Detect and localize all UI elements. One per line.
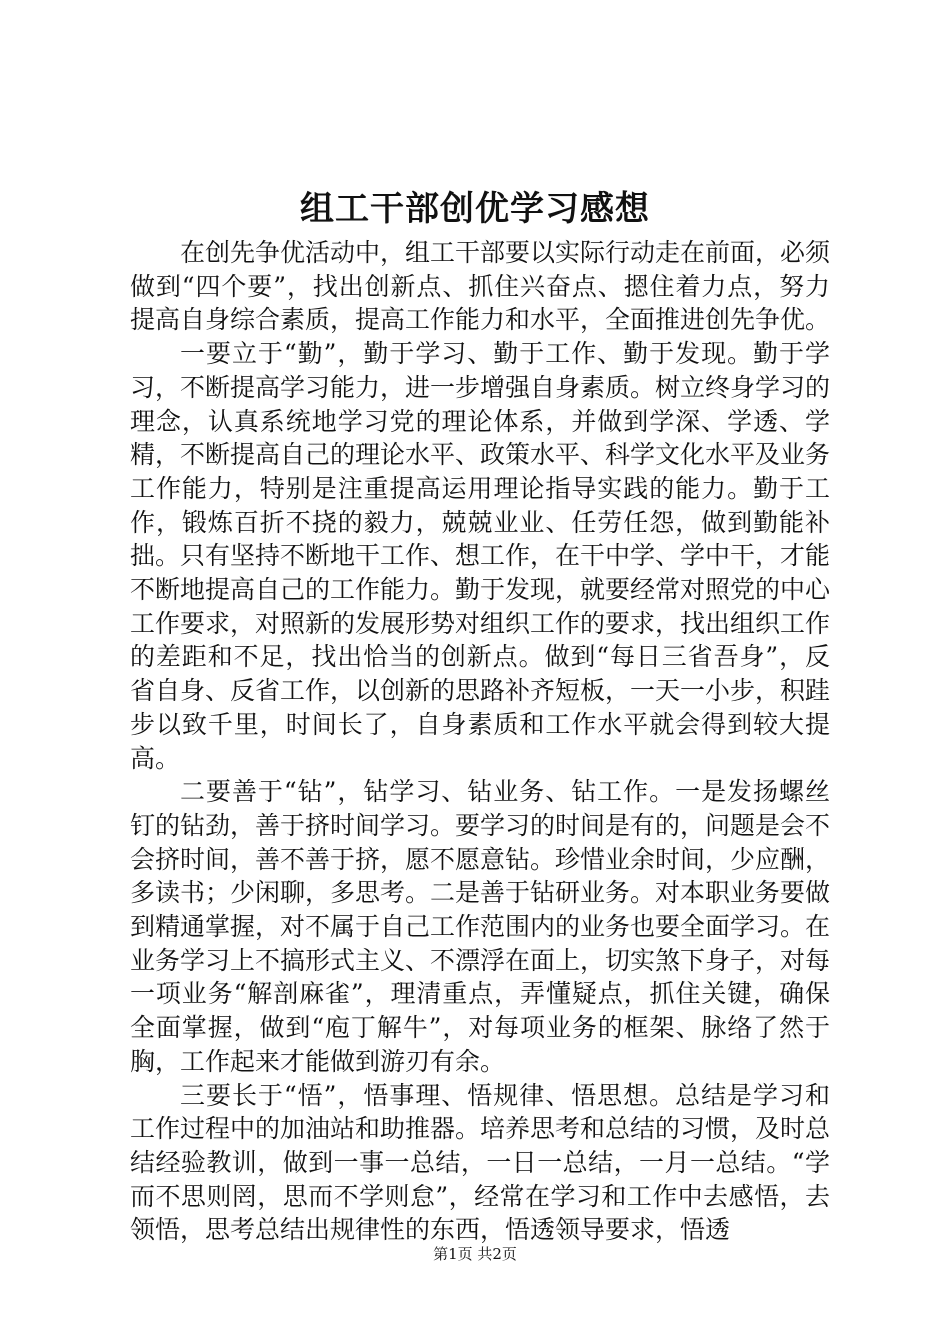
paragraph-wu: 三要长于“悟”，悟事理、悟规律、悟思想。总结是学习和工作过程中的加油站和助推器。培养思考和总结的习惯，及时总结经验教训，做到一事一总结，一日一总结，一月一总结。“学而不思则罔，思而不学则怠”，经常在学习和工作中去感悟，去领悟，思考总结出规律性的东西，悟透领导要求，悟透	[130, 1080, 831, 1245]
paragraph-qin: 一要立于“勤”，勤于学习、勤于工作、勤于发现。勤于学习，不断提高学习能力，进一步增强自身素质。树立终身学习的理念，认真系统地学习党的理论体系，并做到学深、学透、学精，不断提高自己的理论水平、政策水平、科学文化水平及业务工作能力，特别是注重提高运用理论指导实践的能力。勤于工作，锻炼百折不挠的毅力，兢兢业业、任劳任怨，做到勤能补拙。只有坚持不断地干工作、想工作，在干中学、学中干，才能不断地提高自己的工作能力。勤于发现，就要经常对照党的中心工作要求，对照新的发展形势对组织工作的要求，找出组织工作的差距和不足，找出恰当的创新点。做到“每日三省吾身”，反省自身、反省工作，以创新的思路补齐短板，一天一小步，积跬步以致千里，时间长了，自身素质和工作水平就会得到较大提高。	[130, 339, 831, 773]
page-footer: 第1页 共2页	[433, 1245, 517, 1263]
paragraph-intro: 在创先争优活动中，组工干部要以实际行动走在前面，必须做到“四个要”，找出创新点、抓住兴奋点、摁住着力点，努力提高自身综合素质，提高工作能力和水平，全面推进创先争优。	[130, 238, 831, 335]
document-body	[130, 236, 830, 1247]
paragraph-zuan: 二要善于“钻”，钻学习、钻业务、钻工作。一是发扬螺丝钉的钻劲，善于挤时间学习。要学习的时间是有的，问题是会不会挤时间，善不善于挤，愿不愿意钻。珍惜业余时间，少应酬，多读书；少闲聊，多思考。二是善于钻研业务。对本职业务要做到精通掌握，对不属于自己工作范围内的业务也要全面学习。在业务学习上不搞形式主义、不漂浮在面上，切实煞下身子，对每一项业务“解剖麻雀”，理清重点，弄懂疑点，抓住关键，确保全面掌握，做到“庖丁解牛”，对每项业务的框架、脉络了然于胸，工作起来才能做到游刃有余。	[130, 777, 831, 1076]
document-title: 组工干部创优学习感想	[300, 189, 650, 229]
